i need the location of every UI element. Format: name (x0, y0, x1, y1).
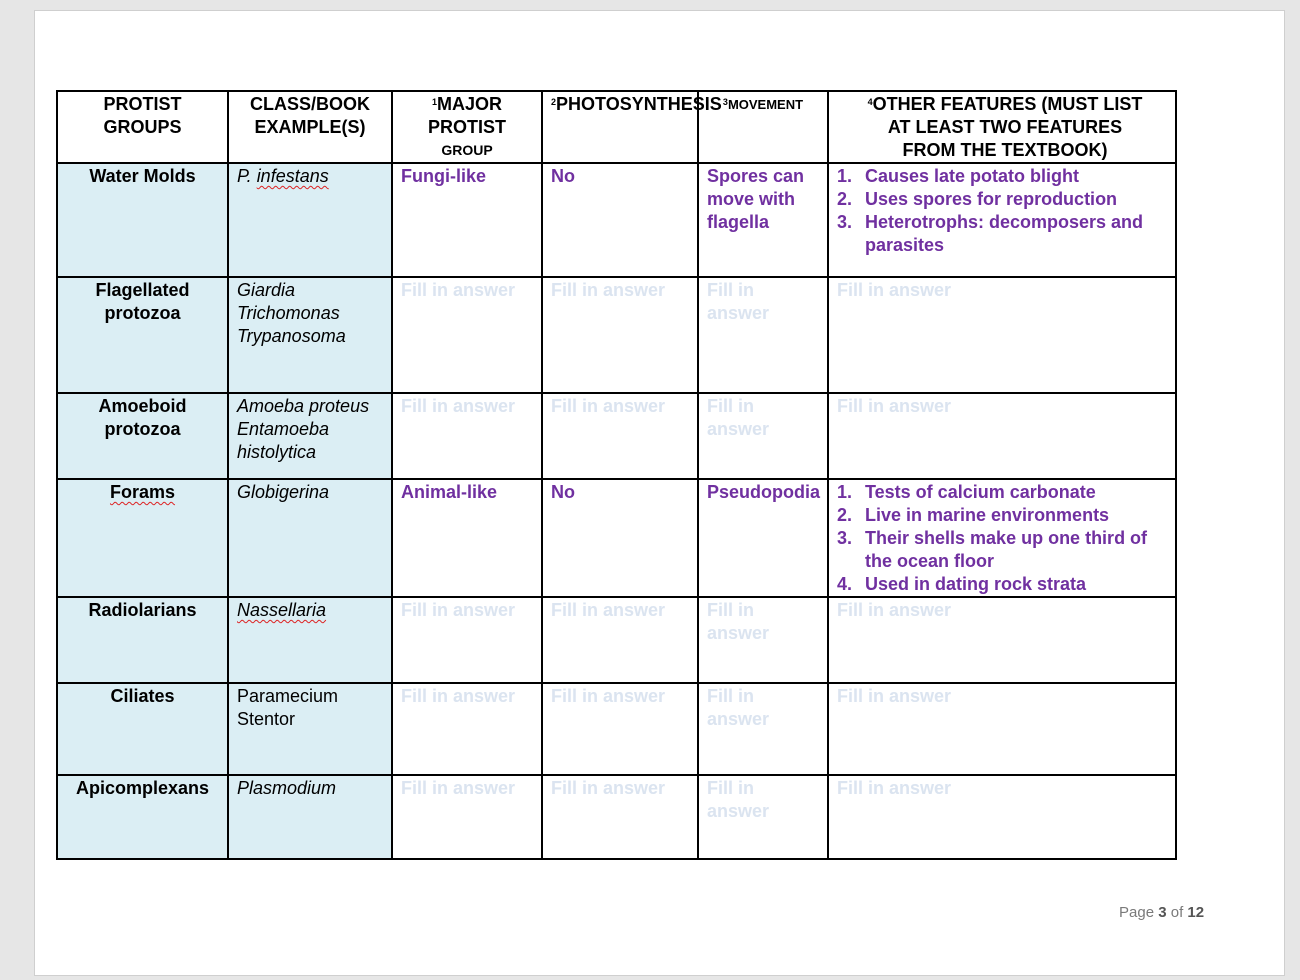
group-cell: Forams (57, 479, 228, 597)
photosynthesis-answer[interactable]: No (542, 163, 698, 277)
feature-item: 2. Live in marine environments (837, 505, 1110, 525)
example-cell: Amoeba proteus Entamoeba histolytica (228, 393, 392, 479)
table-row (57, 597, 1176, 683)
feature-item: 4. Used in dating rock strata (837, 574, 1087, 594)
feature-item: 2. Uses spores for reproduction (837, 189, 1118, 209)
misspelled-word: infestans (256, 166, 329, 186)
movement-placeholder[interactable]: Fill in answer (698, 393, 828, 479)
features-placeholder[interactable]: Fill in answer (828, 597, 1176, 683)
example-cell: Giardia Trichomonas Trypanosoma (228, 277, 392, 393)
group-cell: Water Molds (57, 163, 228, 277)
movement-placeholder[interactable]: Fill in answer (698, 775, 828, 859)
example-cell: Plasmodium (228, 775, 392, 859)
header-movement: $^3$MOVEMENT (698, 91, 828, 163)
example-cell: P. infestans (228, 163, 392, 277)
features-placeholder[interactable]: Fill in answer (828, 683, 1176, 775)
page-number: Page 3 of 12 (1119, 904, 1205, 921)
feature-item: 1. Causes late potato blight (837, 166, 1080, 186)
header-protist-groups: PROTIST GROUPS (57, 91, 228, 163)
movement-answer[interactable]: Spores can move with flagella (698, 163, 828, 277)
major-group-placeholder[interactable]: Fill in answer (392, 775, 542, 859)
feature-item: 3. Heterotrophs: decomposers and parasites (837, 212, 1144, 255)
document-page (34, 10, 1285, 976)
photosynthesis-placeholder[interactable]: Fill in answer (542, 597, 698, 683)
protist-table (56, 90, 1177, 860)
photosynthesis-answer[interactable]: No (542, 479, 698, 597)
feature-item: 1. Tests of calcium carbonate (837, 482, 1096, 502)
features-placeholder[interactable]: Fill in answer (828, 277, 1176, 393)
group-cell: Radiolarians (57, 597, 228, 683)
photosynthesis-placeholder[interactable]: Fill in answer (542, 775, 698, 859)
photosynthesis-placeholder[interactable]: Fill in answer (542, 393, 698, 479)
major-group-placeholder[interactable]: Fill in answer (392, 393, 542, 479)
header-other-features: $^4$OTHER FEATURES (MUST LIST AT LEAST TWO FEATURES FROM THE TEXTBOOK) (828, 91, 1176, 163)
major-group-placeholder[interactable]: Fill in answer (392, 683, 542, 775)
table-row (57, 393, 1176, 479)
header-class-book-examples: CLASS/BOOK EXAMPLE(S) (228, 91, 392, 163)
features-answer[interactable] (828, 163, 1176, 277)
table-row (57, 775, 1176, 859)
movement-placeholder[interactable]: Fill in answer (698, 597, 828, 683)
movement-placeholder[interactable]: Fill in answer (698, 683, 828, 775)
features-answer[interactable] (828, 479, 1176, 597)
major-group-answer[interactable]: Fungi-like (392, 163, 542, 277)
table-row (57, 277, 1176, 393)
major-group-placeholder[interactable]: Fill in answer (392, 277, 542, 393)
table-row (57, 683, 1176, 775)
table-row (57, 479, 1176, 597)
example-cell: Globigerina (228, 479, 392, 597)
example-cell: Paramecium Stentor (228, 683, 392, 775)
movement-placeholder[interactable]: Fill in answer (698, 277, 828, 393)
header-major-protist-group: $^1$MAJOR PROTIST GROUP (392, 91, 542, 163)
group-cell: Ciliates (57, 683, 228, 775)
movement-answer[interactable]: Pseudopodia (698, 479, 828, 597)
features-placeholder[interactable]: Fill in answer (828, 393, 1176, 479)
photosynthesis-placeholder[interactable]: Fill in answer (542, 683, 698, 775)
feature-item: 3. Their shells make up one third of the ocean floor (837, 528, 1148, 571)
table-row (57, 163, 1176, 277)
group-cell: Apicomplexans (57, 775, 228, 859)
example-cell (228, 597, 392, 683)
group-cell: Flagellated protozoa (57, 277, 228, 393)
header-row (57, 91, 1176, 163)
misspelled-word: Nassellaria (237, 600, 327, 620)
header-photosynthesis: $^2$PHOTOSYNTHESIS (542, 91, 698, 163)
major-group-placeholder[interactable]: Fill in answer (392, 597, 542, 683)
features-placeholder[interactable]: Fill in answer (828, 775, 1176, 859)
group-cell: Amoeboid protozoa (57, 393, 228, 479)
major-group-answer[interactable]: Animal-like (392, 479, 542, 597)
photosynthesis-placeholder[interactable]: Fill in answer (542, 277, 698, 393)
